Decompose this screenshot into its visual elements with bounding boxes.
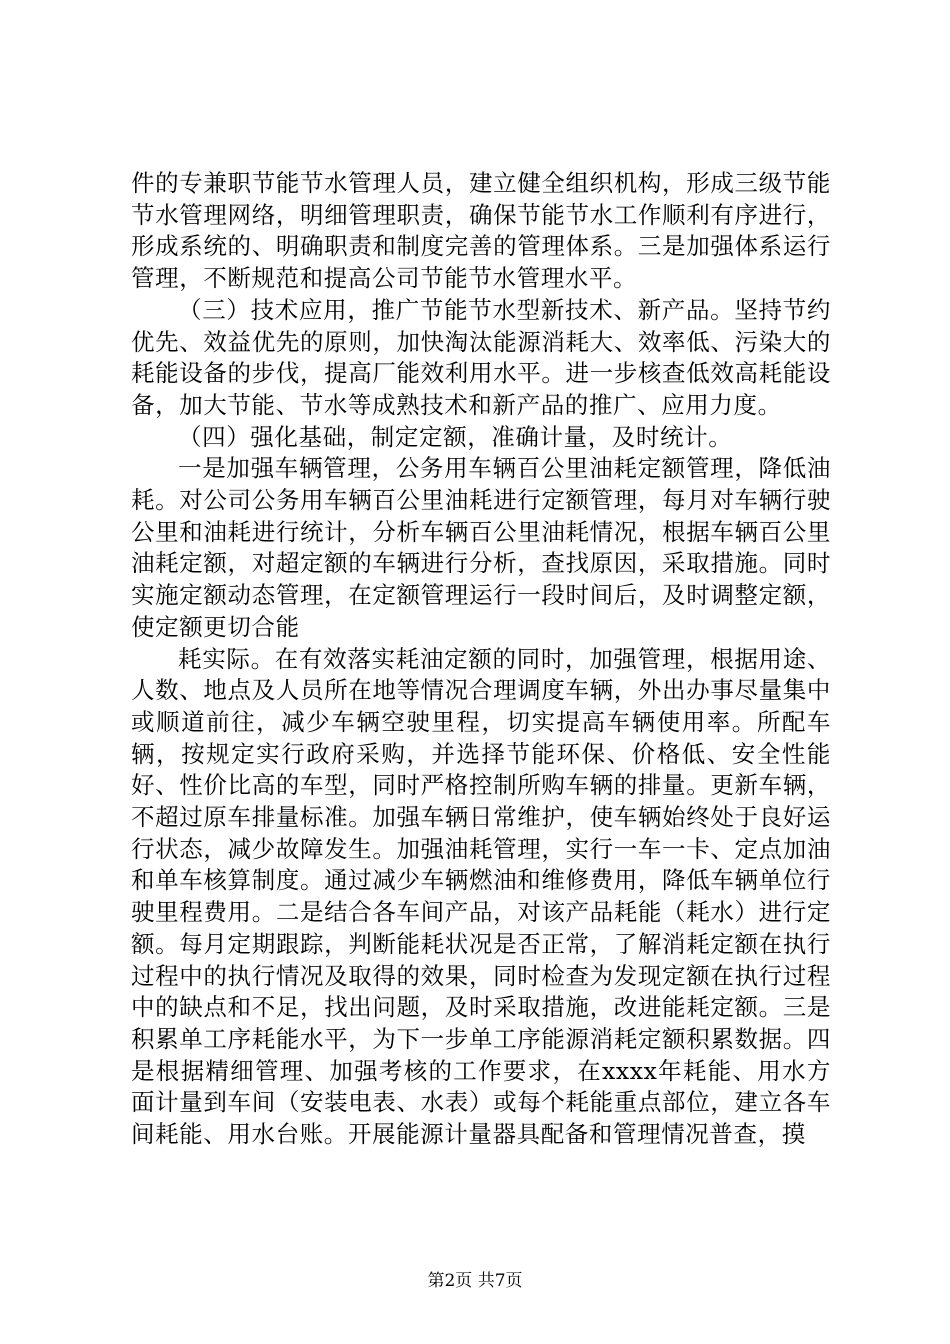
page-footer: 第2页 共7页 (427, 1271, 523, 1291)
document-body (131, 168, 831, 1151)
paragraph-3: （四）强化基础，制定定额，准确计量，及时统计。 (178, 422, 733, 451)
paragraph-5: 耗实际。在有效落实耗油定额的同时，加强管理，根据用途、人数、地点及人员所在地等情况合理调度车辆，外出办事尽量集中或顺道前往，减少车辆空驶里程，切实提高车辆使用率。所配车辆，按规定实行政府采购，并选择节能环保、价格低、安全性能好、性价比高的车型，同时严格控制所购车辆的排量。更新车辆，不超过原车排量标准。加强车辆日常维护，使车辆始终处于良好运行状态，减少故障发生。加强油耗管理，实行一车一卡、定点加油和单车核算制度。通过减少车辆燃油和维修费用，降低车辆单位行驶里程费用。二是结合各车间产品，对该产品耗能（耗水）进行定额。每月定期跟踪，判断能耗状况是否正常，了解消耗定额在执行过程中的执行情况及取得的效果，同时检查为发现定额在执行过程中的缺点和不足，找出问题，及时采取措施，改进能耗定额。三是积累单工序耗能水平，为下一步单工序能源消耗定额积累数据。四是根据精细管理、加强考核的工作要求，在xxxx年耗能、用水方面计量到车间（安装电表、水表）或每个耗能重点部位，建立各车间耗能、用水台账。开展能源计量器具配备和管理情况普查，摸 (131, 644, 831, 1149)
paragraph-2: （三）技术应用，推广节能节水型新技术、新产品。坚持节约优先、效益优先的原则，加快淘汰能源消耗大、效率低、污染大的耗能设备的步伐，提高厂能效利用水平。进一步核查低效高耗能设备，加大节能、节水等成熟技术和新产品的推广、应用力度。 (131, 295, 831, 419)
paragraph-4: 一是加强车辆管理，公务用车辆百公里油耗定额管理，降低油耗。对公司公务用车辆百公里油耗进行定额管理，每月对车辆行驶公里和油耗进行统计，分析车辆百公里油耗情况，根据车辆百公里油耗定额，对超定额的车辆进行分析，查找原因，采取措施。同时实施定额动态管理，在定额管理运行一段时间后，及时调整定额，使定额更切合能 (131, 454, 831, 641)
paragraph-1: 件的专兼职节能节水管理人员，建立健全组织机构，形成三级节能节水管理网络，明细管理职责，确保节能节水工作顺利有序进行，形成系统的、明确职责和制度完善的管理体系。三是加强体系运行管理，不断规范和提高公司节能节水管理水平。 (131, 169, 831, 293)
